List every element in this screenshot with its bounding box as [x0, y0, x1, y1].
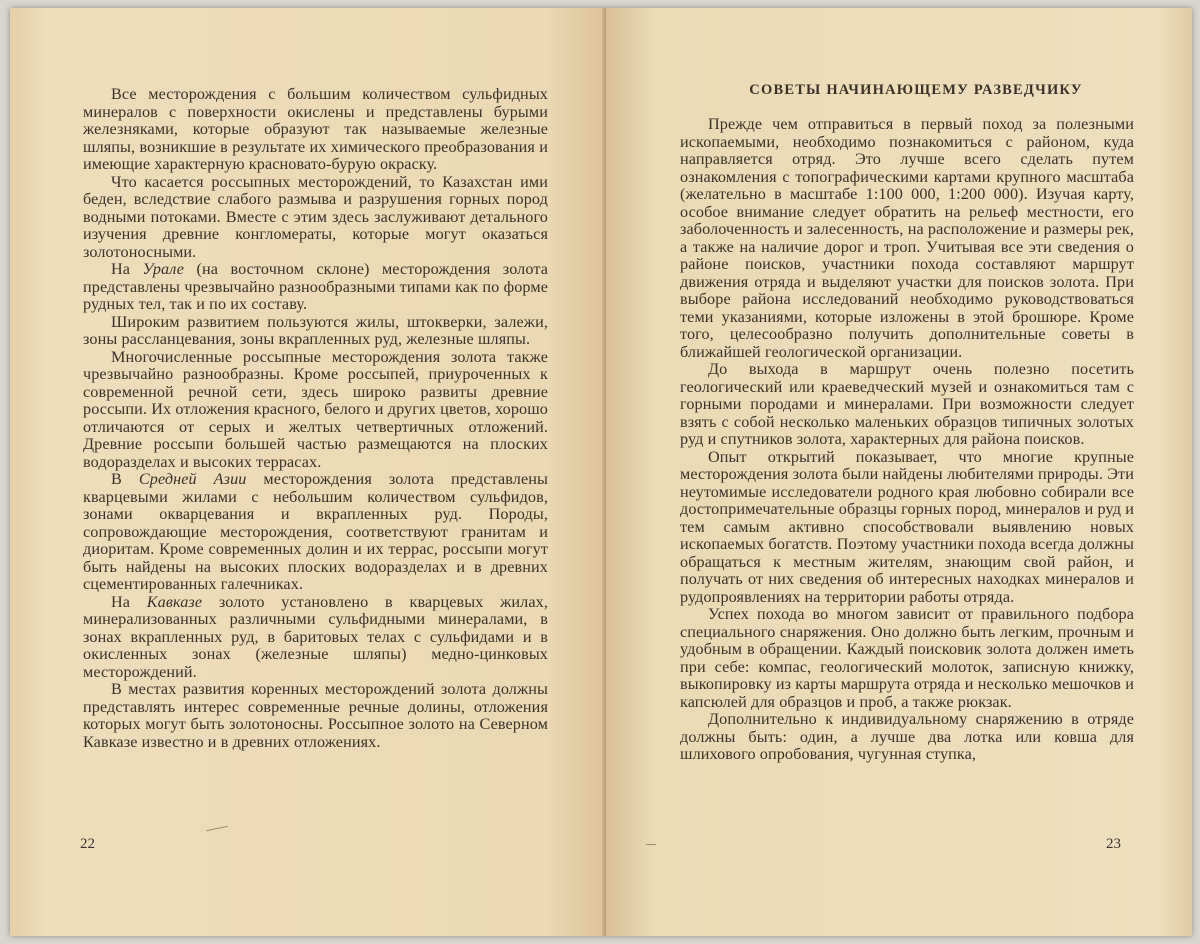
- paragraph: Что касается россыпных месторождений, то Казахстан ими беден, вследствие слабого размыва и разрушения горных пород водными потоками. Вместе с этим здесь заслуживают детального изучения древние конгломераты, которые могут оказаться золотоносными.: [83, 172, 548, 261]
- pencil-mark: [206, 826, 228, 832]
- paragraph: Опыт открытий показывает, что многие крупные месторождения золота были найдены любителями природы. Эти неутомимые исследователи родного края любовно собирали все достопримечательные образцы горных пород, минералов и руд и тем самым активно способствовали выявлению новых ископаемых богатств. Поэтому участники похода всегда должны обращаться к местным жителям, знающим свой район, и получать от них сведения об интересных находках минералов и рудопроявлениях на территории работы отряда.: [680, 447, 1134, 606]
- paragraph: Многочисленные россыпные месторождения золота также чрезвычайно разнообразны. Кроме россыпей, приуроченных к современной речной сети, здесь широко развиты древние россыпи. Их отложения красного, белого и других цветов, хорошо отличаются от серых и желтых четвертичных отложений. Древние россыпи большей частью размещаются на плоских водоразделах и высоких террасах.: [83, 347, 548, 471]
- region-name: Урале: [142, 260, 185, 278]
- region-name: Кавказе: [146, 592, 203, 611]
- text-fragment: месторождения золота представлены кварцевыми жилами с небольшим количеством сульфидов, зонами окварцевания и вкрапленных руд. Породы, сопровождающие месторождения, соответствуют гранитам и диоритам. Кроме современных долин и их террас, россыпи могут быть найдены на высоких плоских водоразделах и в древних сцементированных галечниках.: [83, 470, 549, 593]
- paragraph: Дополнительно к индивидуальному снаряжению в отряде должны быть: один, а лучше два лотка или ковша для шлихового опробования, чугунная ступка,: [680, 710, 1134, 763]
- paragraph-caucasus: [83, 594, 548, 682]
- region-name: Средней Азии: [138, 470, 247, 488]
- paragraph: Широким развитием пользуются жилы, штокверки, залежи, зоны рассланцевания, зоны вкрапленных руд, железные шляпы.: [83, 312, 548, 348]
- paragraph: Успех похода во многом зависит от правильного подбора специального снаряжения. Оно должно быть легким, прочным и удобным в обращении. Каждый поисковик золота должен иметь при себе: компас, геологический молоток, записную книжку, выкопировку из карты маршрута отряда и несколько мешочков и капсюлей для образцов и проб, а также рюкзак.: [680, 605, 1134, 711]
- text-fragment: золото установлено в кварцевых жилах, минерализованных различными сульфидными минералами, в зонах вкрапленных руд, в баритовых телах с сульфидами и в окисленных зонах (железные шляпы) медно-цинковых месторождений.: [83, 592, 548, 681]
- text-fragment: В: [111, 470, 139, 488]
- paragraph-central-asia: [83, 471, 548, 594]
- paragraph: В местах развития коренных месторождений золота должны представлять интерес современные речные долины, отложения которых могут быть золотоносны. Россыпное золото на Северном Кавказе известно и в древних отложениях.: [83, 680, 548, 751]
- paragraph: Все месторождения с большим количеством сульфидных минералов с поверхности окислены и представлены бурыми железняками, которые образуют так называемые железные шляпы, возникшие в результате их химического преобразования и имеющие характерную красновато-бурую окраску.: [83, 85, 548, 173]
- paragraph: Прежде чем отправиться в первый поход за полезными ископаемыми, необходимо познакомиться с районом, куда направляется отряд. Это лучше всего сделать путем ознакомления с топографическими картами крупного масштаба (желательно в масштабе 1:100 000, 1:200 000). Изучая карту, особое внимание следует обратить на рельеф местности, его заболоченность и залесенность, на расположение и размеры рек, а также на наличие дорог и троп. Учитывая все эти сведения о районе поисков, участники похода составляют маршрут движения отряда и выделяют участки для поисков золота. При выборе района исследований необходимо руководствоваться теми указаниями, которые изложены в этой брошюре. Кроме того, целесообразно получить дополнительные советы в ближайшей геологической организации.: [680, 115, 1134, 361]
- text-fragment: На: [111, 260, 143, 278]
- text-fragment: На: [111, 592, 147, 611]
- page-number: 22: [80, 836, 95, 852]
- left-page: [10, 8, 606, 936]
- page-number: 23: [1106, 836, 1121, 852]
- paragraph: До выхода в маршрут очень полезно посетить геологический или краеведческий музей и ознакомиться там с горными породами и минералами. При возможности следует взять с собой несколько маленьких образцов типичных золотых руд и спутников золота, характерных для района поисков.: [680, 360, 1134, 448]
- left-page-text: [83, 86, 548, 751]
- right-page: [606, 8, 1192, 936]
- right-page-text: [680, 116, 1134, 764]
- section-heading: СОВЕТЫ НАЧИНАЮЩЕМУ РАЗВЕДЧИКУ: [749, 82, 1083, 98]
- text-fragment: (на восточном склоне) месторождения золота представлены чрезвычайно разнообразными типами как по форме рудных тел, так и по их составу.: [83, 260, 548, 313]
- paragraph-ural: [83, 261, 548, 314]
- book-spread: [10, 8, 1192, 936]
- pencil-mark: [646, 844, 656, 845]
